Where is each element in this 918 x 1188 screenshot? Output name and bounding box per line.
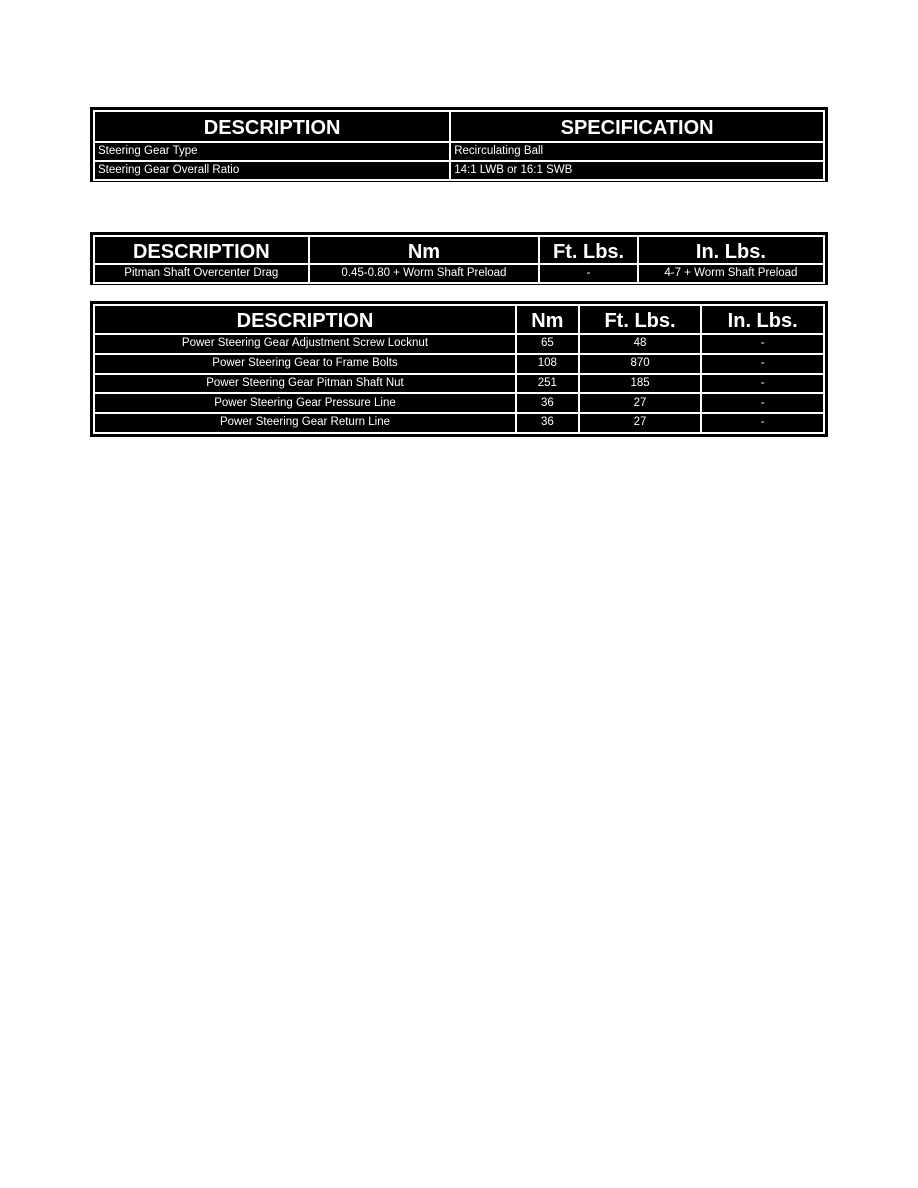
table-row [94, 393, 824, 413]
table-header-row [94, 305, 824, 334]
cell-description: Power Steering Gear Pressure Line [94, 393, 516, 413]
header-in-lbs: In. Lbs. [638, 236, 824, 264]
cell-description: Power Steering Gear Pitman Shaft Nut [94, 374, 516, 394]
header-in-lbs: In. Lbs. [701, 305, 824, 334]
table-row [94, 161, 824, 180]
cell-nm: 108 [516, 354, 579, 374]
adjustment-spec-table [90, 232, 828, 285]
cell-in-lbs: - [701, 334, 824, 354]
cell-ft-lbs: 185 [579, 374, 702, 394]
cell-description: Steering Gear Type [94, 142, 450, 161]
cell-specification: 14:1 LWB or 16:1 SWB [450, 161, 824, 180]
header-description: DESCRIPTION [94, 305, 516, 334]
table-header-row [94, 236, 824, 264]
cell-nm: 0.45-0.80 + Worm Shaft Preload [309, 264, 540, 283]
cell-nm: 36 [516, 393, 579, 413]
cell-ft-lbs: - [539, 264, 638, 283]
table-row [94, 354, 824, 374]
cell-description: Power Steering Gear Return Line [94, 413, 516, 433]
cell-in-lbs: - [701, 413, 824, 433]
cell-nm: 36 [516, 413, 579, 433]
cell-description: Pitman Shaft Overcenter Drag [94, 264, 309, 283]
cell-description: Power Steering Gear to Frame Bolts [94, 354, 516, 374]
cell-nm: 65 [516, 334, 579, 354]
table-row [94, 374, 824, 394]
cell-ft-lbs: 27 [579, 393, 702, 413]
header-ft-lbs: Ft. Lbs. [539, 236, 638, 264]
header-nm: Nm [516, 305, 579, 334]
table-header-row [94, 111, 824, 142]
header-nm: Nm [309, 236, 540, 264]
cell-in-lbs: - [701, 393, 824, 413]
table-row [94, 264, 824, 283]
torque-spec-table [90, 301, 828, 437]
cell-in-lbs: - [701, 354, 824, 374]
steering-gear-spec-table [90, 107, 828, 182]
header-description: DESCRIPTION [94, 111, 450, 142]
cell-description: Steering Gear Overall Ratio [94, 161, 450, 180]
table-row [94, 334, 824, 354]
cell-ft-lbs: 870 [579, 354, 702, 374]
header-specification: SPECIFICATION [450, 111, 824, 142]
cell-description: Power Steering Gear Adjustment Screw Locknut [94, 334, 516, 354]
cell-specification: Recirculating Ball [450, 142, 824, 161]
cell-ft-lbs: 27 [579, 413, 702, 433]
cell-ft-lbs: 48 [579, 334, 702, 354]
table-row [94, 413, 824, 433]
header-description: DESCRIPTION [94, 236, 309, 264]
header-ft-lbs: Ft. Lbs. [579, 305, 702, 334]
cell-nm: 251 [516, 374, 579, 394]
cell-in-lbs: - [701, 374, 824, 394]
table-row [94, 142, 824, 161]
cell-in-lbs: 4-7 + Worm Shaft Preload [638, 264, 824, 283]
